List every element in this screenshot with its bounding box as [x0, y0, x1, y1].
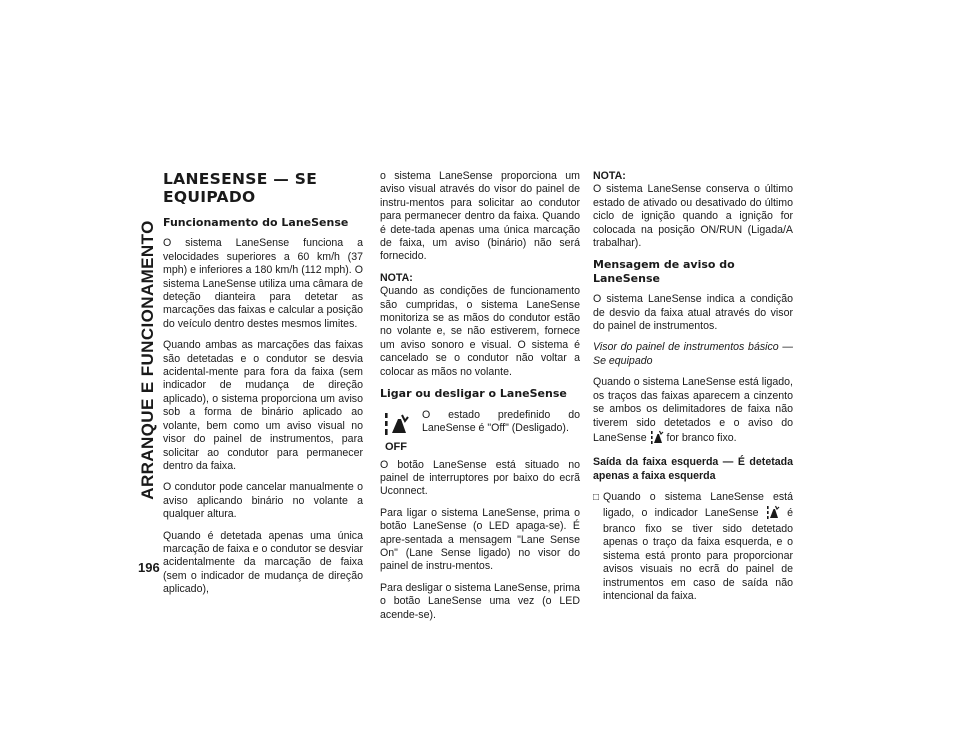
- bullet-part: Quando o sistema LaneSense está ligado, o indicador LaneSense: [603, 491, 793, 519]
- heading-left-lane: Saída da faixa esquerda — É detetada apenas a faixa esquerda: [593, 456, 793, 482]
- paragraph: O sistema LaneSense funciona a velocidades superiores a 60 km/h (37 mph) e inferiores a 180 km/h (112 mph). O sistema LaneSense utiliza uma câmara de deteção dianteira para detetar as marcações das faixas e calcular a posição do veículo dentro destes mesmos limites.: [163, 237, 363, 330]
- paragraph: Quando ambas as marcações das faixas são detetadas e o condutor se desvia acidental-mente para fora da faixa (sem indicador de mudança de direção aplicado), o sistema proporciona um aviso sob a forma de binário aplicado ao volante, bem como um aviso visual no visor do painel de instrumentos, para solicitar ao condutor para permanecer dentro da faixa.: [163, 339, 363, 472]
- paragraph: Quando é detetada apenas uma única marcação de faixa e o condutor se desviar acidentalmente da marcação de faixa (sem o indicador de mudança de direção aplicado),: [163, 529, 363, 596]
- note-label: NOTA:: [380, 271, 413, 284]
- italic-subheading: Visor do painel de instrumentos básico — Se equipado: [593, 341, 793, 367]
- lanesense-icon: [650, 430, 664, 448]
- icon-text: O estado predefinido do LaneSense é "Off" (Desligado).: [422, 408, 580, 434]
- chapter-side-tab-label: ARRANQUE E FUNCIONAMENTO: [138, 220, 157, 500]
- paragraph: O condutor pode cancelar manualmente o aviso aplicando binário no volante a qualquer altura.: [163, 481, 363, 521]
- lanesense-icon: [766, 505, 780, 523]
- column-1: [163, 170, 363, 605]
- paragraph: O sistema LaneSense indica a condição de desvio da faixa atual através do visor do painel de instrumentos.: [593, 293, 793, 333]
- section-title: LANESENSE — SE EQUIPADO: [163, 170, 318, 206]
- chapter-side-tab: [138, 170, 158, 550]
- note-label: NOTA:: [593, 170, 626, 182]
- paragraph: [593, 376, 793, 448]
- note-text: O sistema LaneSense conserva o último estado de ativado ou desativado do último ciclo de ignição quando a ignição for colocada na posição ON/RUN (Ligada/A trabalhar).: [593, 183, 793, 250]
- paragraph: o sistema LaneSense proporciona um aviso visual através do visor do painel de instru-mentos para solicitar ao condutor para permanecer dentro da faixa. Quando é dete-tada apenas uma única marcação de faixa, um aviso (binário) não será fornecido.: [380, 170, 580, 263]
- bullet-text: [603, 491, 793, 603]
- subtitle-ligar-desligar: Ligar ou desligar o LaneSense: [380, 387, 567, 401]
- paragraph: O botão LaneSense está situado no painel de interruptores por baixo do ecrã Uconnect.: [380, 458, 580, 498]
- subtitle-mensagem-aviso: Mensagem de aviso do LaneSense: [593, 258, 735, 285]
- subtitle-funcionamento: Funcionamento do LaneSense: [163, 216, 349, 229]
- note-text: Quando as condições de funcionamento são cumpridas, o sistema LaneSense monitoriza se as mãos do condutor estão no volante e, se não estiverem, fornece um aviso sonoro e visual. O sistema é cancelado se o condutor não voltar a colocar as mãos no volante.: [380, 285, 580, 378]
- page-number: 196: [138, 560, 160, 575]
- lanesense-off-icon: [380, 411, 412, 451]
- column-2: [380, 170, 580, 630]
- bullet-item: [593, 491, 793, 603]
- paragraph: Para ligar o sistema LaneSense, prima o botão LaneSense (o LED apaga-se). É apre-sentada a mensagem "Lane Sense On" (Lane Sense ligado) no visor do painel de instru-mentos.: [380, 506, 580, 573]
- bullet-box-icon: □: [593, 492, 600, 504]
- paragraph-part: Quando o sistema LaneSense está ligado, os traços das faixas aparecem a cinzento se ambos os delimitadores de faixa não tiverem sido detetados e o aviso do LaneSense: [593, 376, 793, 444]
- bullet-part: é branco fixo se tiver sido detetado apenas o traço da faixa esquerda, e o sistema está pronto para proporcionar avisos visuais no ecrã do painel de instrumentos em caso de saída não intencional da faixa.: [603, 506, 793, 602]
- paragraph: Para desligar o sistema LaneSense, prima o botão LaneSense uma vez (o LED acende-se).: [380, 581, 580, 621]
- off-label: OFF: [385, 440, 407, 453]
- column-3: [593, 170, 793, 603]
- lanesense-off-block: [380, 409, 580, 453]
- paragraph-part: for branco fixo.: [666, 431, 737, 444]
